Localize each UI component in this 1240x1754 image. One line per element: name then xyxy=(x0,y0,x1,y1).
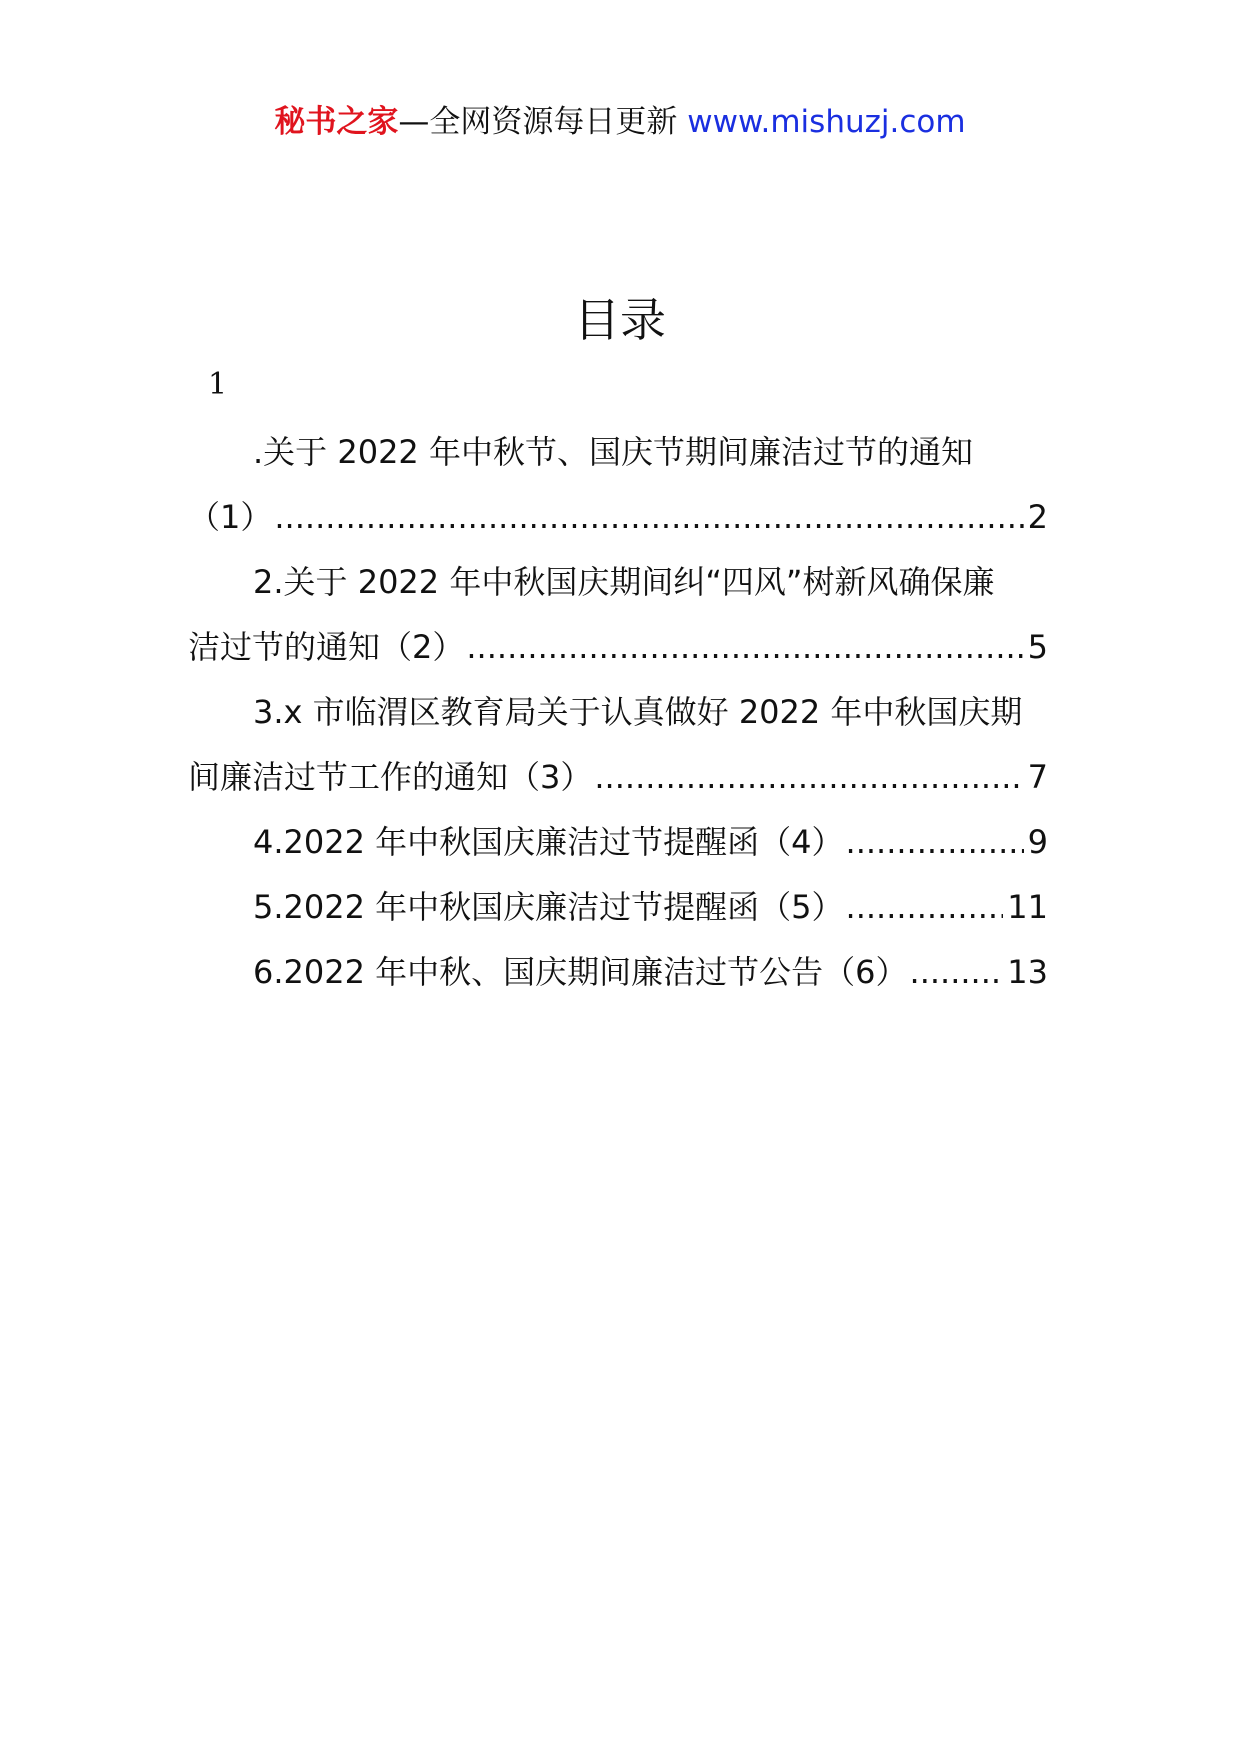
site-url-link[interactable]: www.mishuzj.com xyxy=(687,104,966,140)
toc-entry-6[interactable] xyxy=(188,940,1048,1005)
toc-leader-dots xyxy=(846,810,1024,875)
toc-page-number: 5 xyxy=(1027,628,1048,666)
table-of-contents xyxy=(188,420,1048,1005)
toc-entry-text: 3.x 市临渭区教育局关于认真做好 2022 年中秋国庆期 xyxy=(253,693,1023,731)
toc-leader-dots xyxy=(594,745,1023,810)
page-title: 目录 xyxy=(574,293,666,347)
toc-entry-text: 4.2022 年中秋国庆廉洁过节提醒函（4） xyxy=(253,823,844,861)
toc-entry-2-line-2[interactable] xyxy=(188,615,1048,680)
toc-entry-text: 6.2022 年中秋、国庆期间廉洁过节公告（6） xyxy=(253,953,908,991)
toc-page-number: 2 xyxy=(1027,498,1048,536)
toc-page-number: 13 xyxy=(1007,953,1048,991)
header-tagline: —全网资源每日更新 xyxy=(398,104,688,140)
toc-entry-text: 洁过节的通知（2） xyxy=(188,628,465,666)
toc-leader-dots xyxy=(466,615,1023,680)
toc-entry-text: .关于 2022 年中秋节、国庆节期间廉洁过节的通知 xyxy=(253,433,973,471)
toc-entry-2-line-1[interactable] xyxy=(188,550,1048,615)
toc-entry-text: 5.2022 年中秋国庆廉洁过节提醒函（5） xyxy=(253,888,844,926)
toc-page-number: 11 xyxy=(1007,888,1048,926)
toc-entry-5[interactable] xyxy=(188,875,1048,940)
toc-entry-3-line-1[interactable] xyxy=(188,680,1048,745)
toc-entry-text: 2.关于 2022 年中秋国庆期间纠“四风”树新风确保廉 xyxy=(253,563,995,601)
brand-name: 秘书之家 xyxy=(274,104,399,140)
toc-leader-dots xyxy=(274,485,1023,550)
toc-leader-dots xyxy=(846,875,1004,940)
toc-entry-text: 间廉洁过节工作的通知（3） xyxy=(188,758,593,796)
toc-entry-4[interactable] xyxy=(188,810,1048,875)
site-header xyxy=(0,100,1240,144)
toc-entry-1-line-2[interactable] xyxy=(188,485,1048,550)
toc-page-number: 9 xyxy=(1027,823,1048,861)
toc-page-number: 7 xyxy=(1027,758,1048,796)
toc-leader-dots xyxy=(910,940,1004,1005)
toc-entry-text: （1） xyxy=(188,498,273,536)
toc-entry-1-line-1[interactable] xyxy=(188,420,1048,485)
toc-entry-3-line-2[interactable] xyxy=(188,745,1048,810)
page-number-mark: 1 xyxy=(208,367,228,402)
